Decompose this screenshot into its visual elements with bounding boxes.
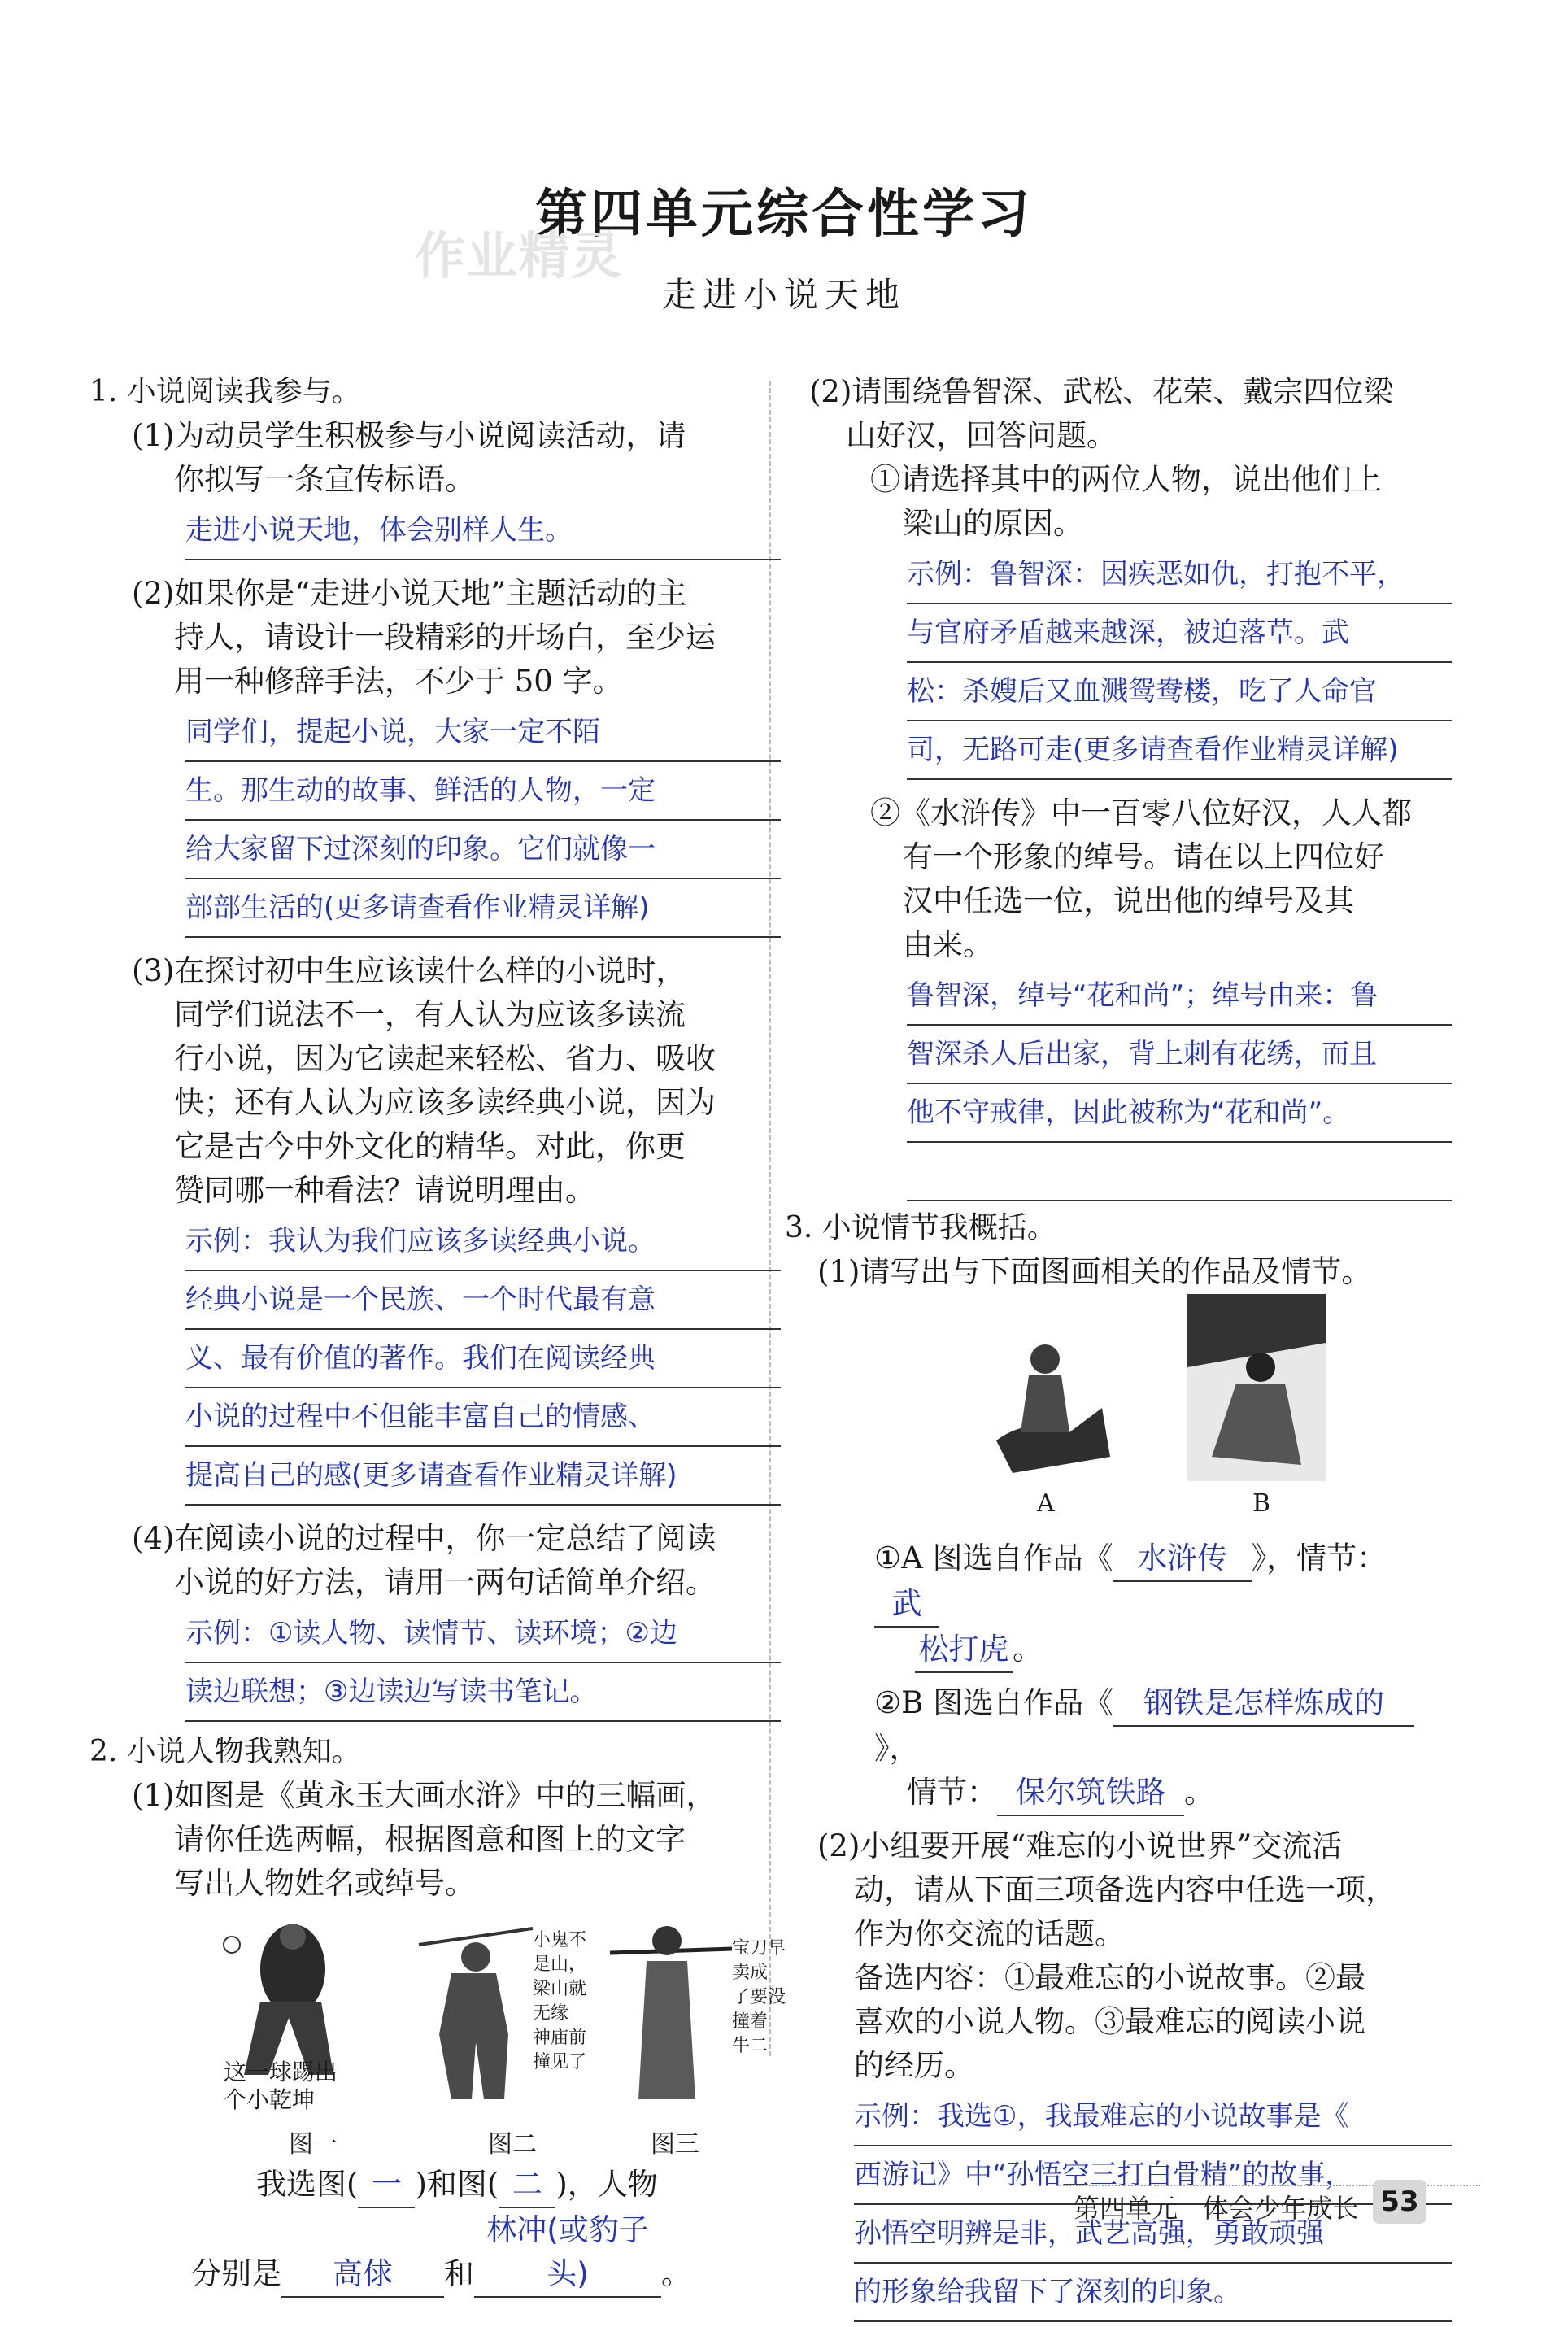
q2-2b-answer: 鲁智深，绰号“花和尚”；绰号由来：鲁 智深杀人后出家，背上刺有花绣，而且 他不守戒律，因此被称为“花和尚”。 bbox=[785, 967, 1452, 1201]
figure-labels bbox=[89, 2124, 781, 2159]
page-title: 第四单元综合性学习 bbox=[535, 184, 1033, 245]
plot-b-answer: 保尔筑铁路 bbox=[997, 1771, 1184, 1816]
footer-label bbox=[1074, 2188, 1359, 2225]
figure-pick-2: 二 bbox=[499, 2163, 555, 2208]
page-subtitle: 走进小说天地 bbox=[661, 275, 906, 315]
figure-3-image bbox=[602, 1912, 740, 2107]
q2-1-answer-line-1: 我选图( 一 )和图( 二 )，人物 bbox=[89, 2163, 781, 2208]
work-b-answer: 钢铁是怎样炼成的 bbox=[1113, 1681, 1414, 1727]
q3-1a-line-2: 松打虎 。 bbox=[785, 1628, 1452, 1673]
watermark: 作业精灵 bbox=[415, 226, 624, 285]
q1-4-prompt: (4)在阅读小说的过程中，你一定总结了阅读 小说的好方法，请用一两句话简单介绍。 bbox=[132, 1521, 716, 1600]
plot-a-answer-end: 松打虎 bbox=[915, 1628, 1013, 1673]
figure-3-label: 图三 bbox=[651, 2130, 699, 2159]
character-2-answer: 林冲(或豹子头) bbox=[474, 2208, 661, 2298]
q1-3-prompt: (3)在探讨初中生应该读什么样的小说时， 同学们说法不一，有人认为应该多读流 行小说，因为它读起来轻松、省力、吸收 快；还有人认为应该多读经典小说，因为 它是古今中外文化的精华。对此，你更 赞同哪一种看法？请说明理由。 bbox=[132, 953, 716, 1208]
q2-1-prompt: (1)如图是《黄永玉大画水浒》中的三幅画， 请你任选两幅，根据图意和图上的文字 写出人物姓名或绰号。 bbox=[132, 1778, 716, 1901]
q2-2a-answer: 示例：鲁智深：因疾恶如仇，打抱不平， 与官府矛盾越来越深，被迫落草。武 松：杀嫂后又血溅鸳鸯楼，吃了人命官 司，无路可走(更多请查看作业精灵详解) bbox=[785, 546, 1452, 780]
figure-pick-1: 一 bbox=[358, 2163, 415, 2208]
q3-2-prompt: (2)小组要开展“难忘的小说世界”交流活 动，请从下面三项备选内容中任选一项， 作为你交流的话题。 备选内容：①最难忘的小说故事。②最 喜欢的小说人物。③最难忘的阅读小说 的经历。 bbox=[817, 1828, 1396, 2083]
figure-1-caption: 这一球踢出 个小乾坤 bbox=[224, 2059, 338, 2113]
image-b-label: B bbox=[1252, 1489, 1271, 1518]
q1-4-answer: 示例：①读人物、读情节、读环境；②边 读边联想；③边读边写读书笔记。 bbox=[89, 1605, 781, 1722]
q3-1a-line: ①A 图选自作品《 水浒传 》，情节：武 bbox=[785, 1536, 1452, 1628]
q2-2a-prompt: ①请选择其中的两位人物，说出他们上 梁山的原因。 bbox=[870, 462, 1382, 541]
q3-1b-line: ②B 图选自作品《 钢铁是怎样炼成的》， bbox=[785, 1681, 1452, 1771]
left-column bbox=[89, 370, 786, 2298]
water-margin-figures bbox=[89, 1912, 786, 2124]
q3-2-answer: 示例：我选①，我最难忘的小说故事是《 西游记》中“孙悟空三打白骨精”的故事， 孙悟空明辨是非，武艺高强，勇敢顽强 的形象给我留下了深刻的印象。 bbox=[785, 2088, 1452, 2322]
question-1-title: 1. 小说阅读我参与。 bbox=[89, 375, 361, 408]
image-a-label: A bbox=[1037, 1489, 1055, 1518]
question-2-title: 2. 小说人物我熟知。 bbox=[89, 1735, 361, 1768]
q1-1-prompt: (1)为动员学生积极参与小说阅读活动，请 你拟写一条宣传标语。 bbox=[132, 418, 686, 497]
character-1-answer: 高俅 bbox=[281, 2252, 444, 2298]
plot-images bbox=[785, 1294, 1452, 1530]
q2-2-prompt: (2)请围绕鲁智深、武松、花荣、戴宗四位梁 山好汉，回答问题。 bbox=[809, 374, 1394, 453]
work-a-answer: 水浒传 bbox=[1113, 1536, 1252, 1582]
footer-unit: 第四单元 bbox=[1074, 2193, 1178, 2224]
figure-3-caption: 宝刀早卖成 了要没撞着 牛二 bbox=[732, 1938, 786, 2056]
footer-theme: 体会少年成长 bbox=[1202, 2193, 1359, 2224]
figure-1-label: 图一 bbox=[289, 2130, 338, 2159]
question-3-title: 3. 小说情节我概括。 bbox=[785, 1211, 1056, 1244]
figure-2-label: 图二 bbox=[488, 2130, 537, 2159]
q3-1b-line-2: 情节： 保尔筑铁路 。 bbox=[785, 1771, 1452, 1816]
plot-a-answer-start: 武 bbox=[874, 1582, 939, 1628]
right-column bbox=[785, 370, 1452, 2327]
q2-2b-prompt: ②《水浒传》中一百零八位好汉，人人都 有一个形象的绰号。请在以上四位好 汉中任选一位，说出他的绰号及其 由来。 bbox=[870, 795, 1412, 962]
q2-1-answer-line-2: 分别是 高俅 和林冲(或豹子头) 。 bbox=[89, 2208, 781, 2298]
image-a bbox=[980, 1318, 1118, 1481]
figure-2-caption: 小鬼不是山， 梁山就无缘 神庙前撞见了 bbox=[533, 1930, 587, 2072]
q1-3-answer: 示例：我认为我们应该多读经典小说。 经典小说是一个民族、一个时代最有意 义、最有价值的著作。我们在阅读经典 小说的过程中不但能丰富自己的情感、 提高自己的感(更多请查看作业精灵详解) bbox=[89, 1213, 781, 1506]
image-b bbox=[1187, 1294, 1326, 1481]
q1-2-answer: 同学们，提起小说，大家一定不陌 生。那生动的故事、鲜活的人物，一定 给大家留下过深刻的印象。它们就像一 部部生活的(更多请查看作业精灵详解) bbox=[89, 704, 781, 938]
q1-2-prompt: (2)如果你是“走进小说天地”主题活动的主 持人，请设计一段精彩的开场白，至少运 用一种修辞手法，不少于 50 字。 bbox=[132, 576, 716, 699]
page-number: 53 bbox=[1373, 2180, 1426, 2224]
q1-1-answer: 走进小说天地，体会别样人生。 bbox=[89, 502, 781, 560]
q3-1-prompt: (1)请写出与下面图画相关的作品及情节。 bbox=[817, 1254, 1372, 1289]
